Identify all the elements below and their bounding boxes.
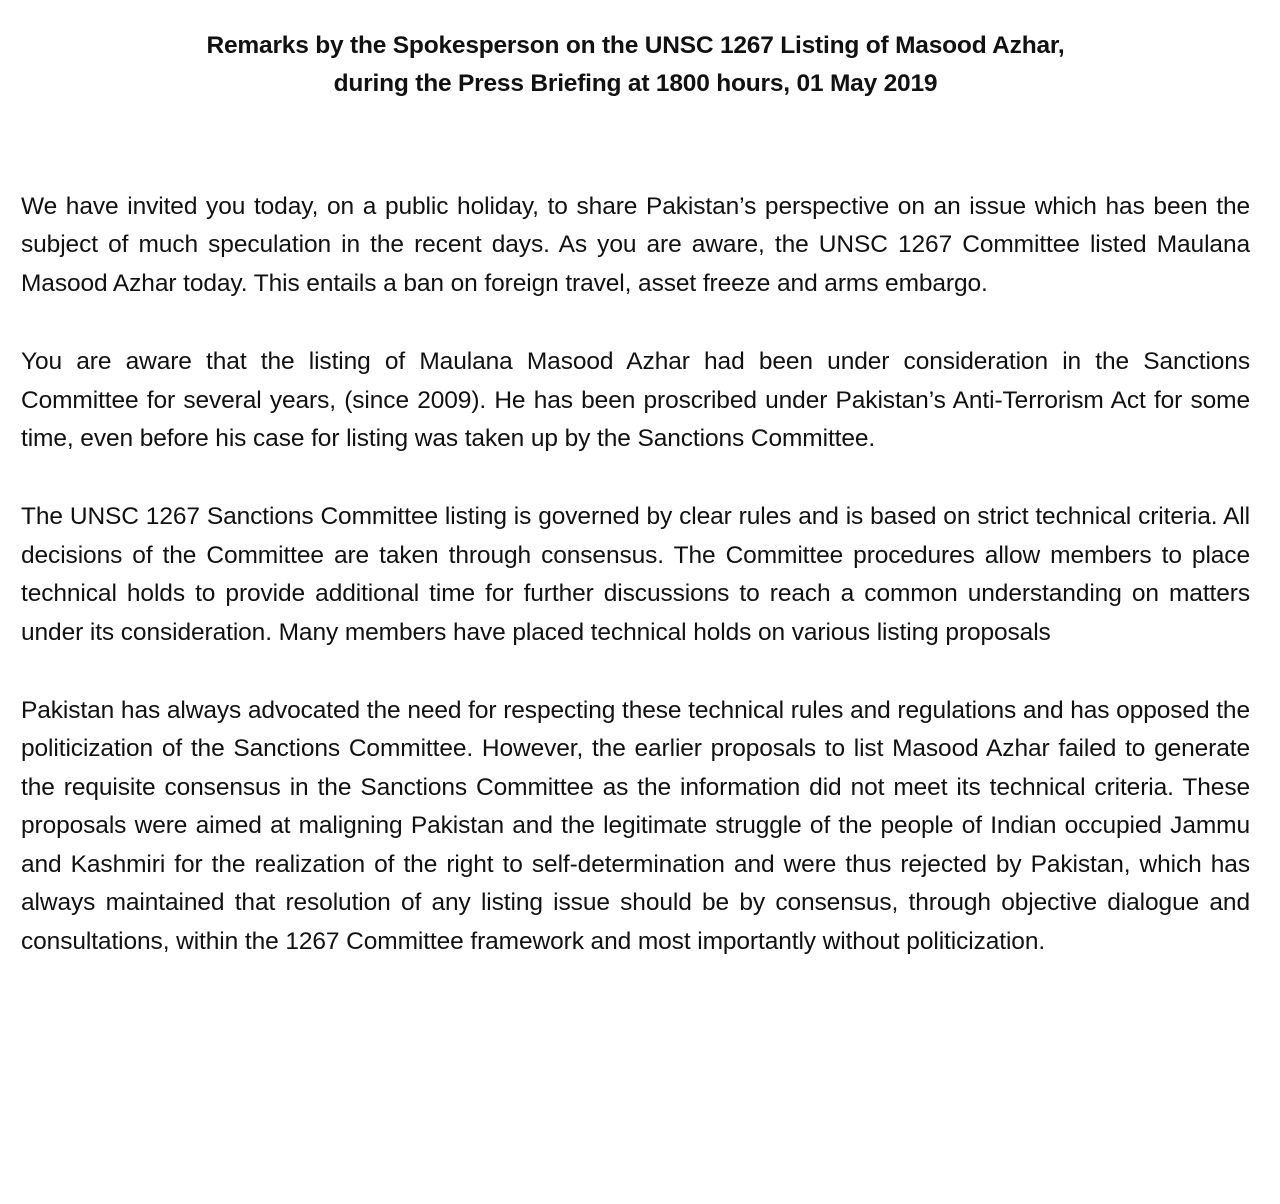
document-body xyxy=(21,188,1250,961)
paragraph-4: Pakistan has always advocated the need for respecting these technical rules and regulations and has opposed the politicization of the Sanctions Committee. However, the earlier proposals to list Masood Azhar failed to generate the requisite consensus in the Sanctions Committee as the information did not meet its technical criteria. These proposals were aimed at maligning Pakistan and the legitimate struggle of the people of Indian occupied Jammu and Kashmiri for the realization of the right to self-determination and were thus rejected by Pakistan, which has always maintained that resolution of any listing issue should be by consensus, through objective dialogue and consultations, within the 1267 Committee framework and most importantly without politicization. xyxy=(21,697,1250,955)
document-title xyxy=(21,27,1250,103)
paragraph-3: The UNSC 1267 Sanctions Committee listing is governed by clear rules and is based on strict technical criteria. All decisions of the Committee are taken through consensus. The Committee procedures allow members to place technical holds to provide additional time for further discussions to reach a common understanding on matters under its consideration. Many members have placed technical holds on various listing proposals xyxy=(21,503,1250,646)
paragraph-2: You are aware that the listing of Maulana Masood Azhar had been under consideration in the Sanctions Committee for several years, (since 2009). He has been proscribed under Pakistan’s Anti-Terrorism Act for some time, even before his case for listing was taken up by the Sanctions Committee. xyxy=(21,348,1250,453)
document-title-line-2: during the Press Briefing at 1800 hours, 01 May 2019 xyxy=(333,70,938,97)
paragraph-1: We have invited you today, on a public holiday, to share Pakistan’s perspective on an issue which has been the subject of much speculation in the recent days. As you are aware, the UNSC 1267 Committee listed Maulana Masood Azhar today. This entails a ban on foreign travel, asset freeze and arms embargo. xyxy=(21,193,1250,297)
document-title-line-1: Remarks by the Spokesperson on the UNSC 1267 Listing of Masood Azhar, xyxy=(206,32,1065,59)
